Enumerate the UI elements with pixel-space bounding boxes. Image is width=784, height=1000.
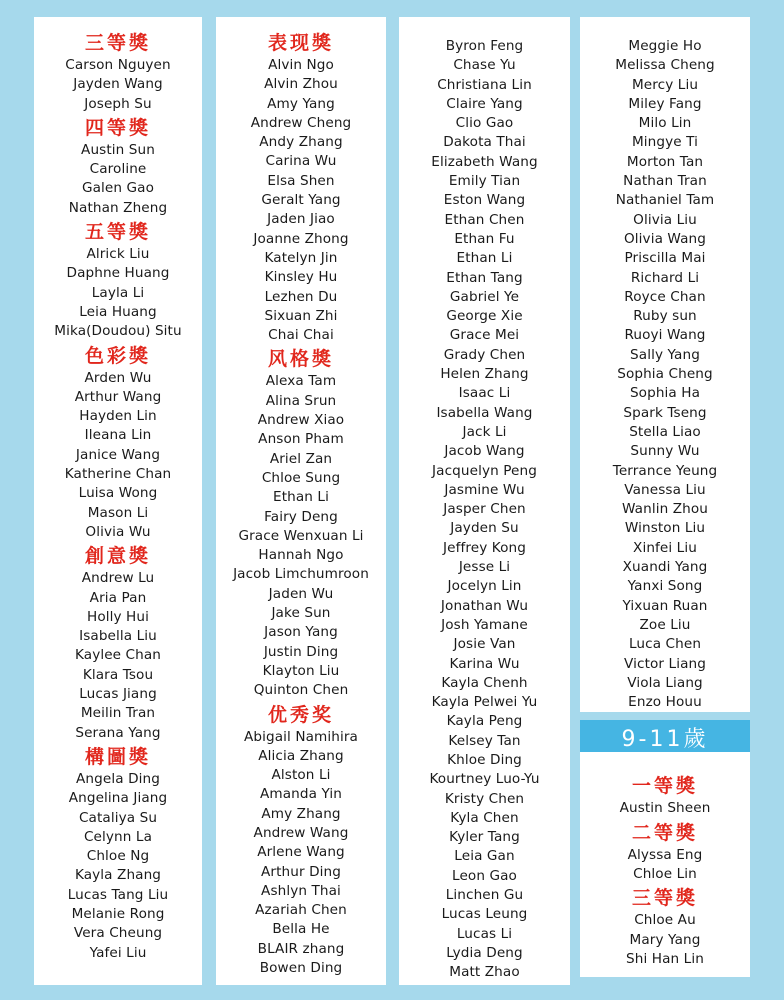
winner-name: Khloe Ding — [447, 751, 522, 768]
winner-name: Alicia Zhang — [258, 747, 344, 764]
award-category-heading: 二等獎 — [631, 821, 698, 844]
winner-name: Lezhen Du — [264, 288, 338, 305]
winner-name: Aria Pan — [89, 589, 147, 606]
winner-name: Cataliya Su — [78, 809, 158, 826]
winner-name: Alyssa Eng — [627, 846, 703, 863]
winner-name: Jonathan Wu — [440, 597, 529, 614]
winner-name: Lucas Tang Liu — [67, 886, 169, 903]
winner-name: Kayla Chenh — [441, 674, 528, 691]
winner-name: Elsa Shen — [267, 172, 335, 189]
winner-name: Richard Li — [630, 269, 700, 286]
name-column-2 — [216, 17, 386, 985]
winner-name: Amy Yang — [267, 95, 335, 112]
winner-name: Winston Liu — [624, 520, 706, 537]
winner-name: Bella He — [272, 921, 330, 938]
winner-name: Jocelyn Lin — [447, 578, 522, 595]
winner-name: Helen Zhang — [440, 366, 529, 383]
winner-name: Klayton Liu — [262, 662, 340, 679]
winner-name: Byron Feng — [445, 38, 524, 54]
winner-name: Lucas Leung — [441, 906, 528, 923]
column-4-upper-list — [580, 17, 750, 712]
winner-name: Ethan Li — [273, 489, 329, 506]
winner-name: Kristy Chen — [444, 790, 525, 807]
winner-name: Jaden Wu — [268, 585, 334, 602]
winner-name: Angela Ding — [76, 770, 160, 787]
winner-name: Jeffrey Kong — [443, 539, 526, 556]
winner-name: Hannah Ngo — [258, 547, 344, 564]
winner-name: Layla Li — [91, 284, 145, 301]
winner-name: Yixuan Ruan — [622, 597, 708, 614]
winner-name: BLAIR zhang — [257, 940, 345, 957]
winner-name: Sophia Cheng — [617, 366, 713, 383]
award-category-heading: 色彩獎 — [84, 344, 151, 367]
winner-name: Zoe Liu — [639, 616, 691, 633]
winner-name: Shi Han Lin — [626, 950, 704, 967]
winner-name: Vera Cheung — [73, 925, 163, 942]
winner-name: Alston Li — [271, 767, 331, 784]
winner-name: Kayla Zhang — [74, 867, 162, 884]
winner-name: Kourtney Luo-Yu — [429, 771, 540, 788]
winner-name: Ashlyn Thai — [261, 882, 341, 899]
winner-name: Jesse Li — [458, 559, 511, 576]
winner-name: Dakota Thai — [443, 134, 526, 151]
winner-name: Terrance Yeung — [612, 462, 718, 479]
winner-name: Andrew Lu — [81, 570, 155, 587]
winner-name: Nathan Tran — [623, 173, 707, 190]
winner-name: Leon Gao — [452, 867, 517, 884]
winner-name: Spark Tseng — [623, 404, 707, 421]
winner-name: Claire Yang — [446, 95, 523, 112]
winner-name: Kayla Pelwei Yu — [431, 694, 538, 711]
winner-name: Ariel Zan — [269, 450, 333, 467]
winner-name: Luisa Wong — [78, 485, 158, 502]
winner-name: Jacquelyn Peng — [432, 462, 537, 479]
winner-name: Alina Srun — [265, 392, 337, 409]
winner-name: Mingye Ti — [631, 134, 699, 151]
award-category-heading: 表现獎 — [267, 32, 334, 54]
winner-name: Olivia Wang — [624, 230, 706, 247]
winner-name: Yafei Liu — [89, 944, 147, 961]
winner-name: Jayden Su — [450, 520, 519, 537]
winner-name: Mary Yang — [629, 931, 701, 948]
winner-name: Ileana Lin — [84, 427, 152, 444]
column-4-lower-list — [580, 752, 750, 977]
winner-name: Miley Fang — [628, 95, 702, 112]
winner-name: Meggie Ho — [628, 38, 702, 54]
winner-name: Alvin Ngo — [268, 57, 334, 73]
winner-name: Andrew Wang — [253, 824, 349, 841]
award-category-heading: 优秀奖 — [267, 703, 334, 726]
winner-name: Geralt Yang — [261, 192, 341, 209]
winner-name: Gabriel Ye — [449, 288, 520, 305]
winner-name: Joseph Su — [84, 95, 152, 112]
winner-name: Linchen Gu — [445, 887, 524, 904]
winner-name: Kaylee Chan — [74, 647, 162, 664]
winner-name: Holly Hui — [87, 608, 149, 625]
award-category-heading: 风格獎 — [267, 348, 334, 371]
age-group-banner: 9-11歲 — [580, 720, 750, 760]
winner-name: Kyla Chen — [450, 809, 519, 826]
name-column-3 — [399, 17, 570, 985]
winner-name: Kyler Tang — [449, 829, 520, 846]
winner-name: Jasper Chen — [443, 501, 526, 518]
winner-name: Chai Chai — [268, 327, 334, 344]
winner-name: Katelyn Jin — [264, 249, 338, 266]
winner-name: Isaac Li — [458, 385, 511, 402]
winner-name: Olivia Wu — [85, 523, 151, 540]
winner-name: Arthur Ding — [261, 863, 341, 880]
winner-name: Melissa Cheng — [615, 57, 715, 74]
winner-name: Meilin Tran — [80, 705, 156, 722]
winner-name: Emily Tian — [448, 173, 521, 190]
winner-name: Chloe Sung — [261, 469, 341, 486]
winner-name: Nathan Zheng — [68, 199, 168, 216]
winner-name: Grady Chen — [443, 346, 526, 363]
name-column-4 — [580, 17, 750, 985]
award-category-heading: 四等獎 — [84, 116, 151, 139]
winner-name: Kinsley Hu — [264, 269, 338, 286]
winner-name: Alexa Tam — [265, 373, 337, 390]
winner-name: Vanessa Liu — [624, 481, 706, 498]
winner-name: Amanda Yin — [260, 786, 342, 803]
winner-name: Josie Van — [453, 636, 516, 653]
winner-name: Karina Wu — [449, 655, 520, 672]
winner-name: Klara Tsou — [82, 666, 154, 683]
winner-name: Andy Zhang — [259, 134, 343, 151]
winner-name: Arden Wu — [84, 369, 152, 386]
winner-name: Katherine Chan — [64, 466, 172, 483]
winner-name: Janice Wang — [75, 446, 161, 463]
winner-name: Isabella Liu — [79, 628, 157, 645]
winner-name: Luca Chen — [628, 636, 702, 653]
award-category-heading: 五等獎 — [84, 221, 151, 244]
winner-name: Grace Mei — [449, 327, 520, 344]
winner-name: Alrick Liu — [86, 246, 150, 263]
winner-name: Stella Liao — [629, 423, 701, 440]
winner-name: Carson Nguyen — [65, 57, 171, 73]
winner-name: Enzo Houu — [628, 694, 702, 711]
name-column-1 — [34, 17, 202, 985]
winner-name: Jayden Wang — [73, 76, 163, 93]
winner-name: Austin Sun — [81, 141, 155, 158]
winner-name: Sally Yang — [630, 346, 700, 363]
winner-name: Elizabeth Wang — [431, 153, 538, 170]
winner-name: George Xie — [446, 308, 523, 325]
winner-name: Alvin Zhou — [264, 76, 338, 93]
winner-name: Chloe Lin — [633, 865, 697, 882]
winner-name: Grace Wenxuan Li — [238, 527, 364, 544]
winner-name: Lucas Li — [456, 925, 513, 942]
winner-name: Olivia Liu — [633, 211, 697, 228]
winner-name: Jake Sun — [271, 605, 331, 622]
winner-name: Chase Yu — [453, 57, 516, 74]
winner-name: Victor Liang — [624, 655, 706, 672]
winner-name: Abigail Namihira — [244, 728, 358, 745]
winner-name: Milo Lin — [638, 115, 692, 132]
winner-name: Yanxi Song — [627, 578, 703, 595]
winner-name: Mika(Doudou) Situ — [54, 323, 182, 340]
winner-name: Austin Sheen — [619, 800, 711, 817]
winner-name: Ruby sun — [633, 308, 697, 325]
winner-name: Serana Yang — [75, 724, 161, 741]
award-category-heading: 構圖獎 — [84, 745, 151, 768]
winner-name: Morton Tan — [626, 153, 704, 170]
winner-name: Jaden Jiao — [267, 211, 335, 228]
winner-name: Jasmine Wu — [444, 481, 525, 498]
winner-name: Mason Li — [87, 504, 149, 521]
winner-name: Kayla Peng — [446, 713, 523, 730]
winner-name: Sunny Wu — [630, 443, 700, 460]
winner-name: Arlene Wang — [257, 844, 345, 861]
winner-name: Josh Yamane — [441, 616, 528, 633]
winner-name: Ethan Fu — [454, 230, 515, 247]
winner-name: Lydia Deng — [446, 944, 523, 961]
winner-name: Jacob Limchumroon — [233, 566, 369, 583]
winner-name: Xuandi Yang — [622, 559, 708, 576]
winner-name: Amy Zhang — [261, 805, 341, 822]
winner-name: Angelina Jiang — [68, 790, 168, 807]
winner-name: Jacob Wang — [444, 443, 525, 460]
winner-name: Jason Yang — [264, 624, 338, 641]
award-category-heading: 一等獎 — [631, 775, 698, 798]
winner-name: Ethan Li — [456, 250, 513, 267]
winner-name: Ruoyi Wang — [624, 327, 706, 344]
winner-name: Andrew Cheng — [250, 114, 352, 131]
winner-name: Galen Gao — [81, 180, 155, 197]
winner-name: Ethan Tang — [446, 269, 523, 286]
winner-name: Chloe Ng — [86, 848, 150, 865]
winner-name: Arthur Wang — [74, 388, 162, 405]
winner-name: Matt Zhao — [449, 964, 520, 981]
winner-name: Justin Ding — [263, 643, 339, 660]
winner-name: Xinfei Liu — [633, 539, 697, 556]
winner-name: Mercy Liu — [631, 76, 699, 93]
winner-name: Leia Gan — [454, 848, 515, 865]
winner-name: Sixuan Zhi — [264, 307, 338, 324]
winner-name: Kelsey Tan — [448, 732, 521, 749]
winner-name: Lucas Jiang — [79, 686, 157, 703]
winner-name: Celynn La — [83, 828, 153, 845]
winner-name: Joanne Zhong — [253, 230, 349, 247]
winner-name: Bowen Ding — [259, 960, 343, 977]
award-category-heading: 三等獎 — [84, 32, 151, 54]
winner-name: Jack Li — [462, 423, 507, 440]
winner-name: Priscilla Mai — [624, 250, 706, 267]
winner-name: Royce Chan — [624, 288, 706, 305]
winner-name: Caroline — [89, 161, 147, 178]
winner-name: Isabella Wang — [436, 404, 533, 421]
winner-name: Nathaniel Tam — [615, 192, 715, 209]
winner-name: Sophia Ha — [629, 385, 701, 402]
winner-name: Andrew Xiao — [257, 412, 345, 429]
winner-name: Leia Huang — [79, 303, 157, 320]
winner-name: Hayden Lin — [79, 408, 157, 425]
winner-name: Wanlin Zhou — [622, 501, 708, 518]
winner-name: Viola Liang — [627, 674, 703, 691]
winner-name: Christiana Lin — [437, 76, 532, 93]
winner-name: Fairy Deng — [264, 508, 338, 525]
winner-name: Azariah Chen — [255, 902, 347, 919]
award-category-heading: 三等獎 — [631, 887, 698, 910]
winner-name: Chloe Au — [634, 912, 696, 929]
winner-name: Daphne Huang — [66, 265, 170, 282]
winner-name: Anson Pham — [258, 431, 344, 448]
winner-name: Melanie Rong — [71, 905, 165, 922]
winner-name: Ethan Chen — [444, 211, 525, 228]
award-category-heading: 創意獎 — [84, 545, 151, 568]
winner-name: Carina Wu — [265, 153, 337, 170]
winner-name: Eston Wang — [443, 192, 526, 209]
winner-name: Clio Gao — [455, 115, 514, 132]
winner-name: Quinton Chen — [253, 682, 349, 699]
